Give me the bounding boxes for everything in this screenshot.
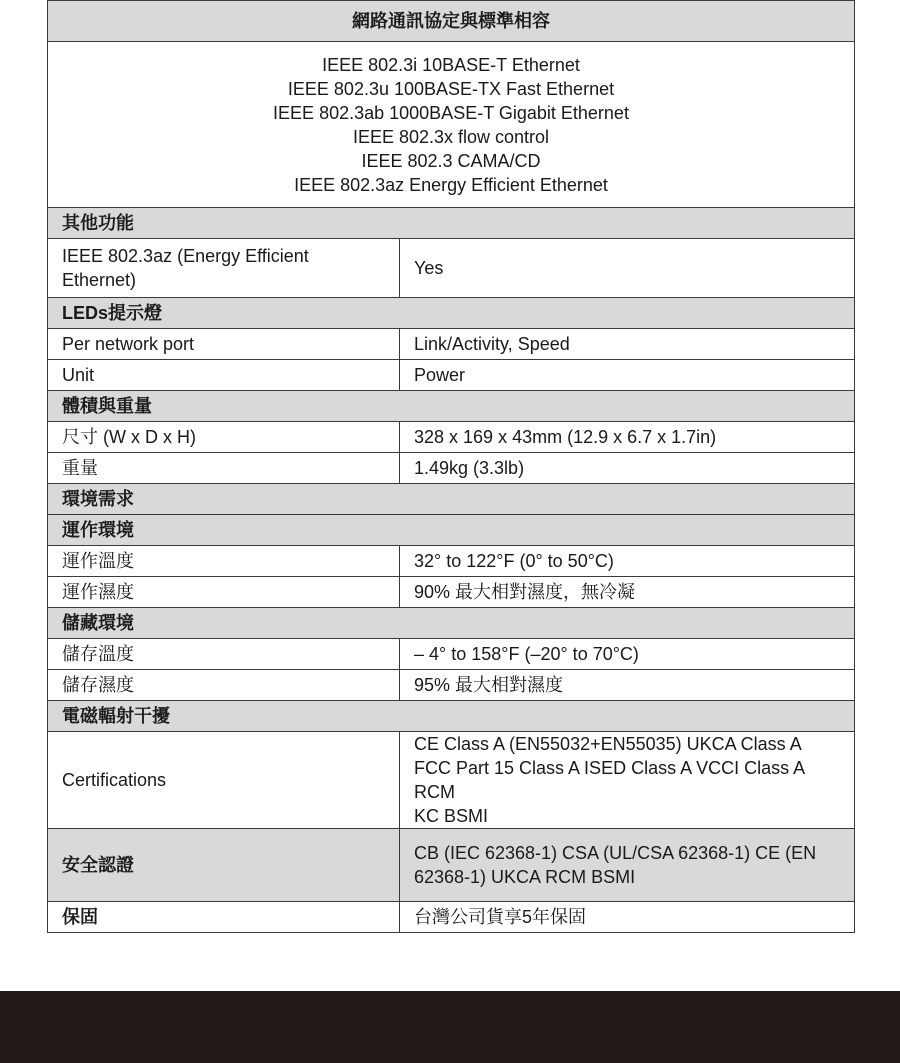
warranty-label: 保固 (48, 902, 400, 933)
table-row (48, 453, 855, 484)
table-row (48, 902, 855, 933)
protocols-heading: 網路通訊協定與標準相容 (48, 1, 855, 42)
cert-line: KC BSMI (414, 806, 489, 826)
emi-heading: 電磁輻射干擾 (48, 701, 855, 732)
protocol-line: IEEE 802.3x flow control (352, 126, 550, 147)
safety-line: CB (IEC 62368-1) CSA (UL/CSA 62368-1) CE (EN (414, 843, 817, 863)
table-row (48, 639, 855, 670)
operating-temp-label: 運作溫度 (48, 546, 400, 577)
operating-humidity-value: 90% 最大相對濕度，無冷凝 (400, 577, 855, 608)
environment-heading: 環境需求 (48, 484, 855, 515)
section-row (48, 701, 855, 732)
table-row (48, 239, 855, 298)
physical-heading: 體積與重量 (48, 391, 855, 422)
size-value: 328 x 169 x 43mm (12.9 x 6.7 x 1.7in) (400, 422, 855, 453)
eee-label (48, 239, 400, 298)
storage-temp-value: – 4° to 158°F (–20° to 70°C) (400, 639, 855, 670)
cert-line: FCC Part 15 Class A ISED Class A VCCI Class A RCM (414, 758, 805, 802)
cert-value (400, 732, 855, 829)
table-row (48, 670, 855, 701)
other-features-heading: 其他功能 (48, 208, 855, 239)
storage-humidity-value: 95% 最大相對濕度 (400, 670, 855, 701)
section-row (48, 608, 855, 639)
operating-humidity-label: 運作濕度 (48, 577, 400, 608)
section-row (48, 391, 855, 422)
table-row (48, 546, 855, 577)
storage-heading: 儲藏環境 (48, 608, 855, 639)
eee-value: Yes (400, 239, 855, 298)
size-label: 尺寸 (W x D x H) (48, 422, 400, 453)
footer-bar (0, 991, 900, 1063)
protocol-line: IEEE 802.3ab 1000BASE-T Gigabit Ethernet (273, 102, 629, 123)
per-port-label: Per network port (48, 329, 400, 360)
protocols-list-row (48, 42, 855, 208)
table-row (48, 829, 855, 902)
section-row (48, 208, 855, 239)
table-row (48, 329, 855, 360)
section-row (48, 484, 855, 515)
protocol-line: IEEE 802.3 CAMA/CD (361, 150, 541, 171)
weight-label: 重量 (48, 453, 400, 484)
eee-label-line: IEEE 802.3az (Energy Efficient (62, 246, 309, 266)
protocol-line: IEEE 802.3az Energy Efficient Ethernet (294, 174, 608, 195)
unit-value: Power (400, 360, 855, 391)
operating-heading: 運作環境 (48, 515, 855, 546)
protocol-line: IEEE 802.3i 10BASE-T Ethernet (322, 54, 580, 75)
table-row (48, 577, 855, 608)
weight-value: 1.49kg (3.3lb) (400, 453, 855, 484)
per-port-value: Link/Activity, Speed (400, 329, 855, 360)
eee-label-line: Ethernet) (62, 270, 137, 290)
warranty-value: 台灣公司貨享5年保固 (400, 902, 855, 933)
table-row (48, 360, 855, 391)
safety-line: 62368-1) UKCA RCM BSMI (414, 867, 636, 887)
operating-temp-value: 32° to 122°F (0° to 50°C) (400, 546, 855, 577)
section-row (48, 298, 855, 329)
safety-value (400, 829, 855, 902)
protocols-list (48, 42, 855, 208)
leds-heading: LEDs提示燈 (48, 298, 855, 329)
safety-label: 安全認證 (48, 829, 400, 902)
unit-label: Unit (48, 360, 400, 391)
storage-humidity-label: 儲存濕度 (48, 670, 400, 701)
protocols-heading-row (48, 1, 855, 42)
protocol-line: IEEE 802.3u 100BASE-TX Fast Ethernet (287, 78, 615, 99)
section-row (48, 515, 855, 546)
table-row (48, 732, 855, 829)
cert-label: Certifications (48, 732, 400, 829)
storage-temp-label: 儲存溫度 (48, 639, 400, 670)
spec-table (47, 0, 855, 933)
table-row (48, 422, 855, 453)
cert-line: CE Class A (EN55032+EN55035) UKCA Class A (414, 734, 802, 754)
